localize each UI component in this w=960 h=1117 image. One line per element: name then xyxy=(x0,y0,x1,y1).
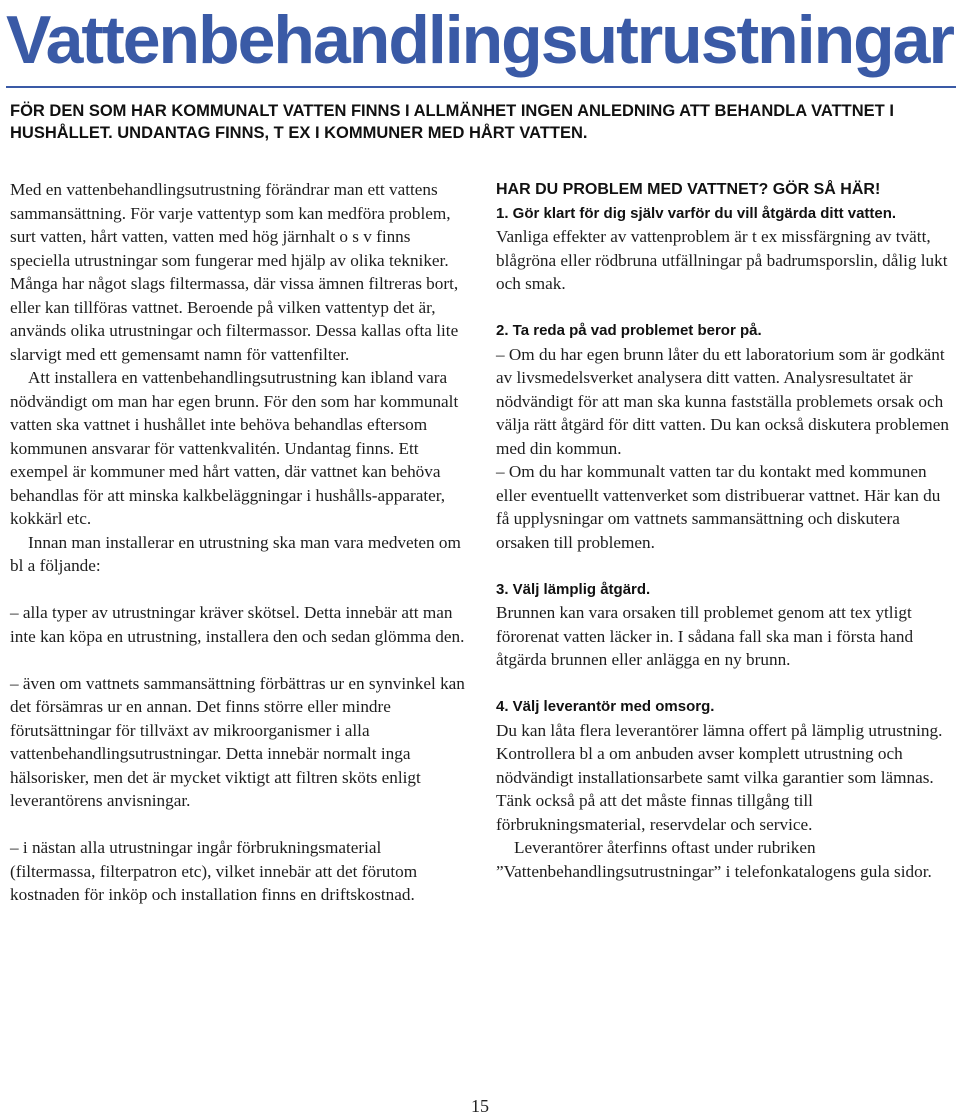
section-heading: HAR DU PROBLEM MED VATTNET? GÖR SÅ HÄR! xyxy=(496,181,881,198)
bullet-microorganisms: – även om vattnets sammansättning förbättras ur en synvinkel kan det försämras ur en annan. Det finns större eller mindre förutsättningar för tillväxt av mikroorganismer i alla vattenbehandlingsutrustningar. Detta innebär normalt inga hälsorisker, men det är mycket viktigt att filtren sköts enligt leverantörens anvisningar. xyxy=(10,673,465,810)
paragraph-before-install: Innan man installerar en utrustning ska man vara medveten om bl a följande: xyxy=(10,532,461,575)
step-2-title: 2. Ta reda på vad problemet beror på. xyxy=(496,322,762,339)
bullet-consumables: – i nästan alla utrustningar ingår förbrukningsmaterial (filtermassa, filterpatron etc), vilket innebär att det förutom kostnaden för inköp och installation finns en driftskostnad. xyxy=(10,838,418,904)
step-4-text: Du kan låta flera leverantörer lämna offert på lämplig utrustning. Kontrollera bl a om anbuden avser komplett utrustning och nödvändigt installationsarbete samt vilka garantier som lämnas. Tänk också på att det måste finnas tillgång till förbrukningsmaterial, reservdelar och service. xyxy=(496,720,943,834)
paragraph-intro: Med en vattenbehandlingsutrustning förändrar man ett vattens sammansättning. För varje vattentyp som kan medföra problem, surt vatten, hårt vatten, vatten med hög järnhalt o s v finns speciella utrustningar som fungerar med hjälp av olika tekniker. Många har något slags filtermassa, där vissa ämnen filtreras bort, eller kan tillföras vattnet. Beroende på vilken vattentyp det är, används olika utrustningar och filtermassor. Dessa kallas ofta lite slarvigt med ett gemensamt namn för vattenfilter. xyxy=(10,180,459,364)
page-title: Vattenbehandlingsutrustningar xyxy=(6,2,953,78)
title-rule xyxy=(6,86,956,88)
step-3-title: 3. Välj lämplig åtgärd. xyxy=(496,580,651,598)
step-4-title: 4. Välj leverantör med omsorg. xyxy=(496,698,715,715)
step-1-text: Vanliga effekter av vattenproblem är t ex missfärgning av tvätt, blågröna eller rödbruna utfällningar på badrumsporslin, dålig lukt och smak. xyxy=(496,227,948,293)
bullet-maintenance: – alla typer av utrustningar kräver skötsel. Detta innebär att man inte kan köpa en utrustning, installera den och sedan glömma den. xyxy=(10,603,465,646)
suppliers-note: Leverantörer återfinns oftast under rubriken ”Vattenbehandlingsutrustningar” i telefonkatalogens gula sidor. xyxy=(496,838,932,881)
intro-text: FÖR DEN SOM HAR KOMMUNALT VATTEN FINNS I ALLMÄNHET INGEN ANLEDNING ATT BEHANDLA VATTNET I HUSHÅLLET. UNDANTAG FINNS, T EX I KOMMUNER MED HÅRT VATTEN. xyxy=(10,102,894,142)
step-1-title: 1. Gör klart för dig själv varför du vill åtgärda ditt vatten. xyxy=(496,204,897,222)
right-column xyxy=(496,178,956,883)
left-column xyxy=(10,178,465,907)
page-number: 15 xyxy=(471,1096,489,1116)
paragraph-own-well: Att installera en vattenbehandlingsutrustning kan ibland vara nödvändigt om man har egen brunn. För den som har kommunalt vatten ska vattnet i hushållet inte behöva behandlas eftersom kommunen ansvarar för vattenkvalitén. Undantag finns. Ett exempel är kommuner med hårt vatten, där vattnet kan behöva behandlas för att minska kalkbeläggningar i hushålls-apparater, kokkärl etc. xyxy=(10,368,459,528)
step-2-text-own-well: – Om du har egen brunn låter du ett laboratorium som är godkänt av livsmedelsverket analysera ditt vatten. Analysresultatet är nödvändigt för att man ska kunna fastställa problemets orsak och välja rätt åtgärd för ditt vatten. Du kan också diskutera problemen med din kommun. xyxy=(496,344,949,458)
step-3-text: Brunnen kan vara orsaken till problemet genom att tex ytligt förorenat vatten läcker in. I sådana fall ska man i första hand åtgärda brunnen eller anlägga en ny brunn. xyxy=(496,603,914,669)
step-2-text-municipal: – Om du har kommunalt vatten tar du kontakt med kommunen eller eventuellt vattenverket som distribuerar vattnet. Här kan du få upplysningar om vattnets sammansättning och diskutera orsaken till problemen. xyxy=(496,462,941,552)
